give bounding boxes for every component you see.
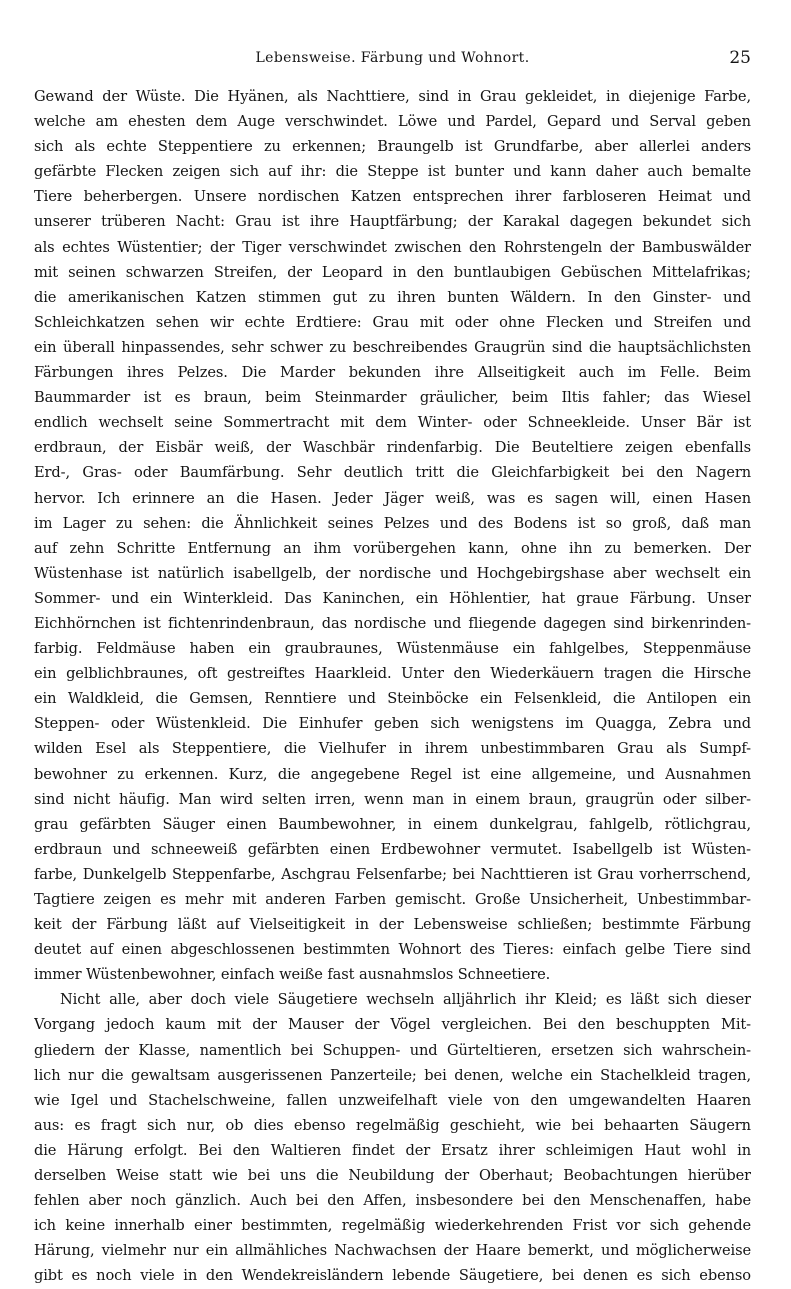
- text-line: lich nur die gewaltsam ausgerissenen Panzerteile; bei denen, welche ein Stachelkleid tragen,: [34, 1066, 751, 1084]
- page-header: [34, 50, 751, 72]
- text-line: Eichhörnchen ist fichtenrindenbraun, das nordische und fliegende dagegen sind birkenrinden-: [34, 614, 751, 632]
- text-line: farbig. Feldmäuse haben ein graubraunes, Wüstenmäuse ein fahlgelbes, Steppenmäuse: [34, 640, 751, 658]
- text-line: Tagtiere zeigen es mehr mit anderen Farben gemischt. Große Unsicherheit, Unbestimmbar-: [34, 891, 751, 908]
- text-line: wie Igel und Stachelschweine, fallen unzweifelhaft viele von den umgewandelten Haaren: [34, 1091, 751, 1109]
- text-line: endlich wechselt seine Sommertracht mit dem Winter- oder Schneekleide. Unser Bär ist: [34, 414, 751, 432]
- text-line: Gewand der Wüste. Die Hyänen, als Nachttiere, sind in Grau gekleidet, in diejenige Farbe,: [34, 88, 751, 105]
- text-line: Steppen- oder Wüstenkleid. Die Einhufer geben sich wenigstens im Quagga, Zebra und: [34, 715, 751, 733]
- text-line: welche am ehesten dem Auge verschwindet. Löwe und Pardel, Gepard und Serval geben: [34, 113, 751, 131]
- text-line: als echtes Wüstentier; der Tiger verschwindet zwischen den Rohrstengeln der Bambuswälder: [34, 238, 751, 256]
- text-line: ein gelblichbraunes, oft gestreiftes Haarkleid. Unter den Wiederkäuern tragen die Hirsche: [34, 665, 751, 683]
- text-line: sind nicht häufig. Man wird selten irren, wenn man in einem braun, graugrün oder silber-: [34, 790, 751, 808]
- running-title: Lebensweise. Färbung und Wohnort.: [255, 50, 530, 66]
- page-number: 25: [729, 48, 751, 68]
- text-line: Erd-, Gras- oder Baumfärbung. Sehr deutlich tritt die Gleichfarbigkeit bei den Nagern: [34, 464, 751, 482]
- text-line: erdbraun und schneeweiß gefärbten einen Erdbewohner vermutet. Isabellgelb ist Wüsten-: [34, 840, 751, 858]
- text-line: hervor. Ich erinnere an die Hasen. Jeder Jäger weiß, was es sagen will, einen Hasen: [34, 489, 751, 507]
- text-line: gibt es noch viele in den Wendekreisländern lebende Säugetiere, bei denen es sich ebenso: [34, 1267, 751, 1285]
- text-line: Härung, vielmehr nur ein allmähliches Nachwachsen der Haare bemerkt, und möglicherweise: [34, 1242, 751, 1260]
- text-line: keit der Färbung läßt auf Vielseitigkeit in der Lebensweise schließen; bestimmte Färbung: [34, 916, 751, 934]
- text-line: Färbungen ihres Pelzes. Die Marder bekunden ihre Allseitigkeit auch im Felle. Beim: [34, 364, 751, 382]
- text-line: immer Wüstenbewohner, einfach weiße fast ausnahmslos Schneetiere.: [34, 966, 551, 984]
- body-text: [34, 84, 751, 1289]
- text-line: farbe, Dunkelgelb Steppenfarbe, Aschgrau Felsenfarbe; bei Nachttieren ist Grau vorherrschend,: [34, 865, 751, 883]
- text-line: die amerikanischen Katzen stimmen gut zu ihren bunten Wäldern. In den Ginster- und: [34, 288, 751, 306]
- text-line: gliedern der Klasse, namentlich bei Schuppen- und Gürteltieren, ersetzen sich wahrschein-: [34, 1041, 751, 1059]
- text-line: wilden Esel als Steppentiere, die Vielhufer in ihrem unbestimmbaren Grau als Sumpf-: [34, 740, 751, 758]
- text-line: Nicht alle, aber doch viele Säugetiere wechseln alljährlich ihr Kleid; es läßt sich dieser: [60, 991, 751, 1009]
- text-line: Sommer- und ein Winterkleid. Das Kaninchen, ein Höhlentier, hat graue Färbung. Unser: [34, 589, 751, 607]
- text-line: im Lager zu sehen: die Ähnlichkeit seines Pelzes und des Bodens ist so groß, daß man: [34, 514, 751, 532]
- text-line: mit seinen schwarzen Streifen, der Leopard in den buntlaubigen Gebüschen Mittelafrikas;: [34, 263, 751, 281]
- text-line: gefärbte Flecken zeigen sich auf ihr: die Steppe ist bunter und kann daher auch bemalte: [34, 163, 751, 181]
- text-line: Wüstenhase ist natürlich isabellgelb, der nordische und Hochgebirgshase aber wechselt ein: [34, 564, 751, 582]
- text-line: fehlen aber noch gänzlich. Auch bei den Affen, insbesondere bei den Menschenaffen, habe: [34, 1192, 751, 1210]
- text-line: Tiere beherbergen. Unsere nordischen Katzen entsprechen ihrer farbloseren Heimat und: [34, 188, 751, 206]
- text-line: ich keine innerhalb einer bestimmten, regelmäßig wiederkehrenden Frist vor sich gehende: [34, 1217, 751, 1235]
- text-line: grau gefärbten Säuger einen Baumbewohner, in einem dunkelgrau, fahlgelb, rötlichgrau,: [34, 815, 751, 833]
- text-line: die Härung erfolgt. Bei den Waltieren findet der Ersatz ihrer schleimigen Haut wohl in: [34, 1141, 751, 1159]
- text-line: bewohner zu erkennen. Kurz, die angegebene Regel ist eine allgemeine, und Ausnahmen: [34, 765, 751, 783]
- text-line: erdbraun, der Eisbär weiß, der Waschbär rindenfarbig. Die Beuteltiere zeigen ebenfalls: [34, 439, 751, 457]
- text-line: derselben Weise statt wie bei uns die Neubildung der Oberhaut; Beobachtungen hierüber: [34, 1167, 751, 1185]
- text-line: Baummarder ist es braun, beim Steinmarder gräulicher, beim Iltis fahler; das Wiesel: [34, 389, 751, 407]
- text-line: Schleichkatzen sehen wir echte Erdtiere: Grau mit oder ohne Flecken und Streifen und: [34, 313, 751, 331]
- text-line: aus: es fragt sich nur, ob dies ebenso regelmäßig geschieht, wie bei behaarten Säugern: [34, 1116, 751, 1134]
- text-line: unserer trüberen Nacht: Grau ist ihre Hauptfärbung; der Karakal dagegen bekundet sich: [34, 213, 751, 231]
- text-line: deutet auf einen abgeschlossenen bestimmten Wohnort des Tieres: einfach gelbe Tiere sind: [34, 941, 751, 959]
- text-line: sich als echte Steppentiere zu erkennen; Braungelb ist Grundfarbe, aber allerlei anders: [34, 138, 751, 156]
- text-line: ein überall hinpassendes, sehr schwer zu beschreibendes Graugrün sind die hauptsächlichsten: [34, 338, 751, 356]
- text-line: auf zehn Schritte Entfernung an ihm vorübergehen kann, ohne ihn zu bemerken. Der: [34, 539, 751, 557]
- text-line: Vorgang jedoch kaum mit der Mauser der Vögel vergleichen. Bei den beschuppten Mit-: [34, 1016, 751, 1034]
- text-line: ein Waldkleid, die Gemsen, Renntiere und Steinböcke ein Felsenkleid, die Antilopen ein: [34, 690, 751, 708]
